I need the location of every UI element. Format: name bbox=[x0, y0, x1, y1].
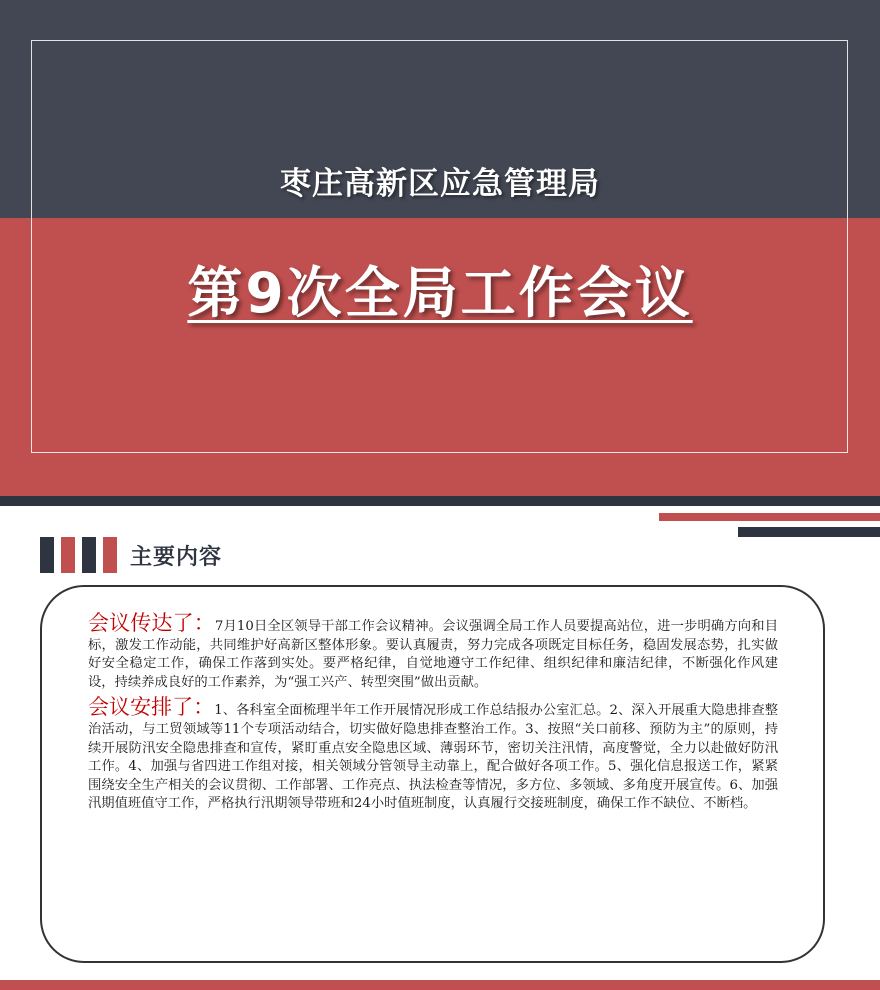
section-heading: 主要内容 bbox=[130, 545, 223, 570]
section-bar bbox=[40, 537, 54, 573]
section-bars-icon bbox=[40, 537, 120, 573]
content-text bbox=[88, 612, 778, 814]
hero-frame bbox=[31, 40, 848, 453]
divider-band bbox=[0, 496, 880, 506]
paragraph-lead: 会议传达了： bbox=[88, 611, 215, 635]
section-bar bbox=[61, 537, 75, 573]
decorative-red-stripe bbox=[659, 513, 880, 521]
paragraph-arranged bbox=[88, 696, 778, 814]
section-bar bbox=[103, 537, 117, 573]
section-bar bbox=[82, 537, 96, 573]
paragraph-body: 7月10日全区领导干部工作会议精神。会议强调全局工作人员要提高站位，进一步明确方向和目标，激发工作动能，共同维护好高新区整体形象。要认真履责，努力完成各项既定目标任务，稳固发展态势，扎实做好安全稳定工作，确保工作落到实处。要严格纪律，自觉地遵守工作纪律、组织纪律和廉洁纪律，不断强化作风建设，持续养成良好的工作素养，为“强工兴产、转型突围”做出贡献。 bbox=[88, 619, 778, 690]
organization-name: 枣庄高新区应急管理局 bbox=[280, 166, 600, 202]
paragraph-body: 1、各科室全面梳理半年工作开展情况形成工作总结报办公室汇总。2、深入开展重大隐患排查整治活动，与工贸领域等11个专项活动结合，切实做好隐患排查整治工作。3、按照“关口前移、预防为主”的原则，持续开展防汛安全隐患排查和宣传，紧盯重点安全隐患区域、薄弱环节，密切关注汛情，高度警觉，全力以赴做好防汛工作。4、加强与省四进工作组对接，相关领域分管领导主动靠上，配合做好各项工作。5、强化信息报送工作，紧紧围绕安全生产相关的会议贯彻、工作部署、工作亮点、执法检查等情况，多方位、多领域、多角度开展宣传。6、加强汛期值班值守工作，严格执行汛期领导带班和24小时值班制度，认真履行交接班制度，确保工作不缺位、不断档。 bbox=[88, 703, 779, 812]
meeting-title-text: 第9次全局工作会议 bbox=[187, 261, 693, 325]
meeting-title bbox=[0, 249, 880, 328]
decorative-dark-stripe bbox=[738, 527, 880, 537]
bottom-band bbox=[0, 980, 880, 990]
paragraph-conveyed bbox=[88, 612, 778, 692]
paragraph-lead: 会议安排了： bbox=[88, 695, 215, 720]
